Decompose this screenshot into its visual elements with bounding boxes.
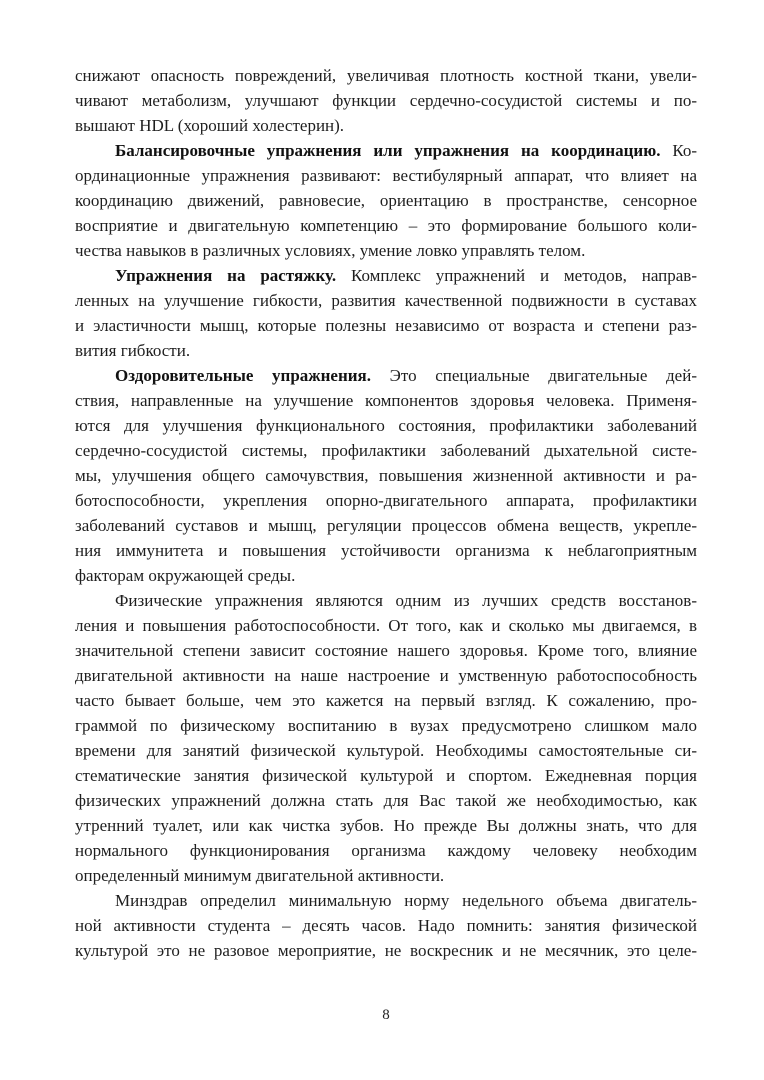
text-run: сердечно-сосудистой системы, профилактики заболеваний дыхательной систе- <box>75 441 697 460</box>
text-line <box>75 663 697 688</box>
text-line <box>75 113 697 138</box>
bold-heading-run: Балансировочные упражнения или упражнения на координацию. <box>115 141 661 160</box>
text-line <box>75 88 697 113</box>
text-line <box>75 513 697 538</box>
text-run: ной активности студента – десять часов. Надо помнить: занятия физической <box>75 916 697 935</box>
page-number: 8 <box>382 1007 390 1023</box>
text-line <box>75 563 697 588</box>
text-line <box>75 813 697 838</box>
text-run: факторам окружающей среды. <box>75 566 296 585</box>
text-line <box>75 213 697 238</box>
text-run: ботоспособности, укрепления опорно-двигательного аппарата, профилактики <box>75 491 697 510</box>
page-text <box>75 63 697 963</box>
text-line <box>75 688 697 713</box>
text-run: ленных на улучшение гибкости, развития качественной подвижности в суставах <box>75 291 697 310</box>
text-line <box>75 338 697 363</box>
text-run: двигательной активности на наше настроение и умственную работоспособность <box>75 666 697 685</box>
text-run: ления и повышения работоспособности. От того, как и сколько мы двигаемся, в <box>75 616 697 635</box>
text-line <box>75 613 697 638</box>
text-line <box>75 488 697 513</box>
text-run: часто бывает больше, чем это кажется на первый взгляд. К сожалению, про- <box>75 691 697 710</box>
text-line <box>75 788 697 813</box>
text-line <box>75 63 697 88</box>
text-run: чивают метаболизм, улучшают функции сердечно-сосудистой системы и по- <box>75 91 697 110</box>
text-line <box>75 288 697 313</box>
text-line <box>75 913 697 938</box>
bold-heading-run: Упражнения на растяжку. <box>115 266 337 285</box>
text-line <box>75 713 697 738</box>
text-line <box>75 238 697 263</box>
bold-heading-run: Оздоровительные упражнения. <box>115 366 371 385</box>
text-line <box>75 363 697 388</box>
text-run: значительной степени зависит состояние нашего здоровья. Кроме того, влияние <box>75 641 697 660</box>
text-line <box>75 888 697 913</box>
text-line <box>75 638 697 663</box>
text-run: времени для занятий физической культурой. Необходимы самостоятельные си- <box>75 741 697 760</box>
paragraph <box>75 63 697 138</box>
text-run: ствия, направленные на улучшение компонентов здоровья человека. Применя- <box>75 391 697 410</box>
paragraph <box>75 888 697 963</box>
text-run: определенный минимум двигательной активности. <box>75 866 445 885</box>
text-line <box>75 263 697 288</box>
text-line <box>75 588 697 613</box>
text-run: и эластичности мышц, которые полезны независимо от возраста и степени раз- <box>75 316 697 335</box>
text-run: снижают опасность повреждений, увеличивая плотность костной ткани, увели- <box>75 66 697 85</box>
text-line <box>75 738 697 763</box>
paragraph <box>75 363 697 588</box>
text-line <box>75 313 697 338</box>
text-line <box>75 838 697 863</box>
text-run: ординационные упражнения развивают: вестибулярный аппарат, что влияет на <box>75 166 697 185</box>
text-line <box>75 463 697 488</box>
text-line <box>75 938 697 963</box>
text-line <box>75 763 697 788</box>
text-run: вышают HDL (хороший холестерин). <box>75 116 345 135</box>
text-line <box>75 138 697 163</box>
text-run: физических упражнений должна стать для Вас такой же необходимостью, как <box>75 791 697 810</box>
paragraph <box>75 588 697 888</box>
text-run: ния иммунитета и повышения устойчивости организма к неблагоприятным <box>75 541 697 560</box>
text-run: Комплекс упражнений и методов, направ- <box>336 266 697 285</box>
text-run: Ко- <box>660 141 697 160</box>
text-run: ются для улучшения функционального состояния, профилактики заболеваний <box>75 416 697 435</box>
text-run: координацию движений, равновесие, ориентацию в пространстве, сенсорное <box>75 191 697 210</box>
text-run: чества навыков в различных условиях, умение ловко управлять телом. <box>75 241 586 260</box>
text-run: утренний туалет, или как чистка зубов. Но прежде Вы должны знать, что для <box>75 816 697 835</box>
text-run: Это специальные двигательные дей- <box>371 366 697 385</box>
text-run: нормального функционирования организма каждому человеку необходим <box>75 841 697 860</box>
text-line <box>75 163 697 188</box>
paragraph <box>75 263 697 363</box>
text-run: культурой это не разовое мероприятие, не воскресник и не месячник, это целе- <box>75 941 697 960</box>
text-run: граммой по физическому воспитанию в вузах предусмотрено слишком мало <box>75 716 697 735</box>
text-line <box>75 388 697 413</box>
text-run: заболеваний суставов и мышц, регуляции процессов обмена веществ, укрепле- <box>75 516 697 535</box>
text-run: стематические занятия физической культурой и спортом. Ежедневная порция <box>75 766 697 785</box>
text-line <box>75 438 697 463</box>
text-line <box>75 863 697 888</box>
text-run: мы, улучшения общего самочувствия, повышения жизненной активности и ра- <box>75 466 697 485</box>
text-run: восприятие и двигательную компетенцию – это формирование большого коли- <box>75 216 697 235</box>
text-run: Физические упражнения являются одним из лучших средств восстанов- <box>115 591 697 610</box>
text-run: вития гибкости. <box>75 341 191 360</box>
paragraph <box>75 138 697 263</box>
text-line <box>75 413 697 438</box>
text-line <box>75 538 697 563</box>
text-run: Минздрав определил минимальную норму недельного объема двигатель- <box>115 891 697 910</box>
text-line <box>75 188 697 213</box>
